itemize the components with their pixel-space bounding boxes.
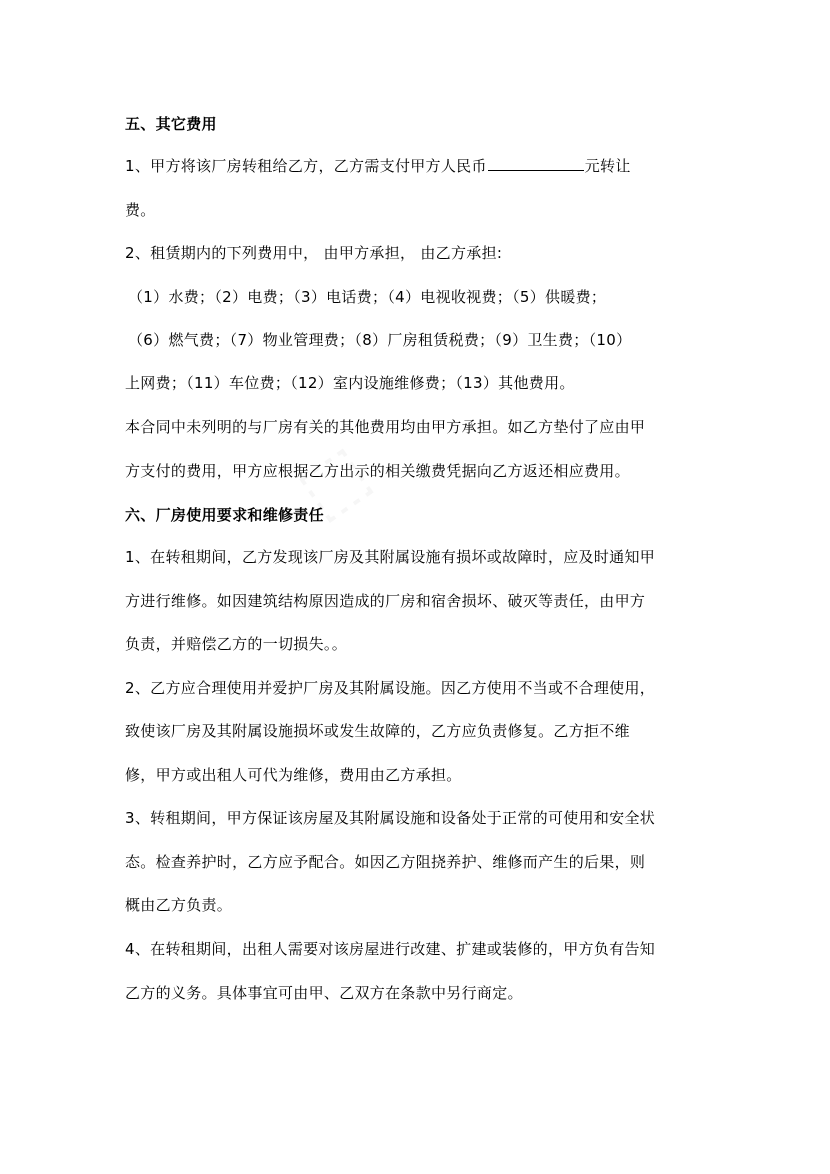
section-5-note-line-2: 方支付的费用，甲方应根据乙方出示的相关缴费凭据向乙方返还相应费用。 (125, 462, 630, 480)
section-6-item-4-line-1: 4、在转租期间，出租人需要对该房屋进行改建、扩建或装修的，甲方负有告知 (125, 940, 656, 958)
section-6-item-1-line-1: 1、在转租期间，乙方发现该厂房及其附属设施有损坏或故障时，应及时通知甲 (125, 548, 656, 566)
section-6-item-2-line-2: 致使该厂房及其附属设施损坏或发生故障的，乙方应负责修复。乙方拒不维 (125, 722, 630, 740)
section-5-item-1-text: 1、甲方将该厂房转租给乙方，乙方需支付甲方人民币 (125, 157, 487, 175)
section-5-item-1 (125, 156, 631, 176)
section-6-item-4-line-2: 乙方的义务。具体事宜可由甲、乙双方在条款中另行商定。 (125, 984, 523, 1002)
section-5-item-2: 2、租赁期内的下列费用中， 由甲方承担， 由乙方承担: (125, 244, 503, 262)
section-5-note-line-1: 本合同中未列明的与厂房有关的其他费用均由甲方承担。如乙方垫付了应由甲 (125, 418, 646, 436)
section-5-item-1-cont: 费。 (125, 201, 156, 219)
section-5-item-1-suffix: 元转让 (584, 157, 631, 175)
section-5-title: 五、其它费用 (125, 115, 217, 133)
section-6-item-3-line-1: 3、转租期间，甲方保证该房屋及其附属设施和设备处于正常的可使用和安全状 (125, 809, 656, 827)
section-6-item-1-line-3: 负责，并赔偿乙方的一切损失。。 (125, 635, 348, 653)
section-6-title: 六、厂房使用要求和维修责任 (125, 506, 324, 524)
section-6-item-1-line-2: 方进行维修。如因建筑结构原因造成的厂房和宿舍损坏、破灭等责任，由甲方 (125, 592, 646, 610)
fee-list-line-1: （1）水费；（2）电费；（3）电话费；（4）电视收视费；（5）供暖费； (128, 288, 607, 306)
fee-list-line-3: 上网费；（11）车位费；（12）室内设施维修费；（13）其他费用。 (125, 374, 575, 392)
section-6-item-3-line-3: 概由乙方负责。 (125, 896, 233, 914)
section-6-item-2-line-3: 修，甲方或出租人可代为维修，费用由乙方承担。 (125, 766, 462, 784)
amount-blank (488, 156, 584, 171)
section-6-item-2-line-1: 2、乙方应合理使用并爱护厂房及其附属设施。因乙方使用不当或不合理使用， (125, 679, 656, 697)
fee-list-line-2: （6）燃气费；（7）物业管理费；（8）厂房租赁税费；（9）卫生费；（10） (128, 331, 632, 349)
section-6-item-3-line-2: 态。检查养护时，乙方应予配合。如因乙方阻挠养护、维修而产生的后果，则 (125, 853, 646, 871)
